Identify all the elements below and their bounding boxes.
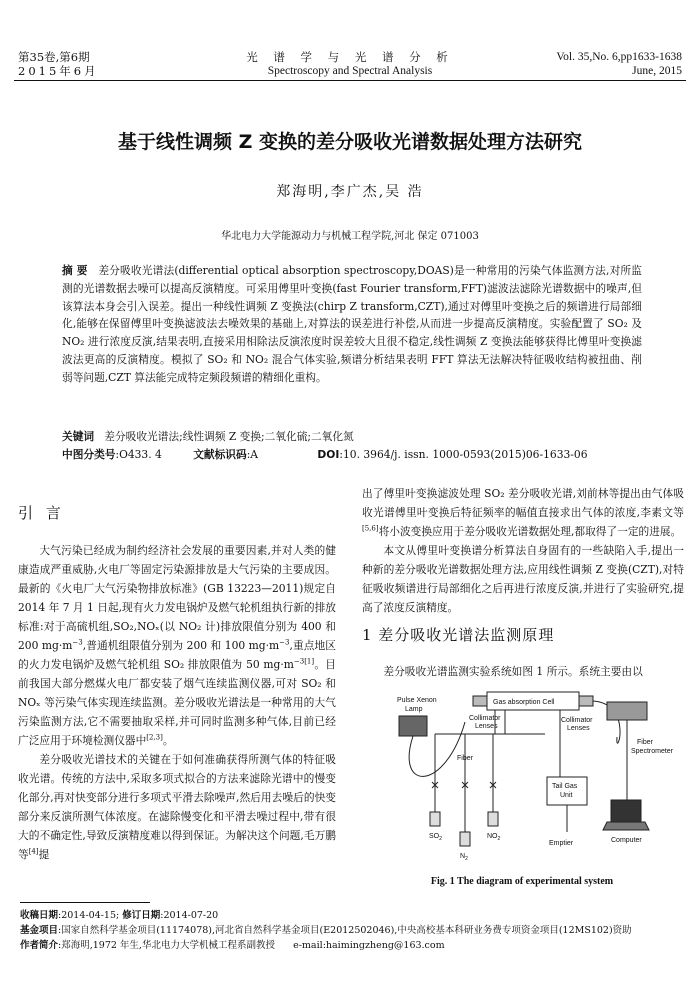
keywords-text: 差分吸收光谱法;线性调频 Z 变换;二氧化硫;二氧化氮 <box>104 430 354 443</box>
no2-cylinder <box>488 812 498 826</box>
journal-title-en: Spectroscopy and Spectral Analysis <box>267 65 433 77</box>
so2-cylinder <box>430 812 440 826</box>
tail-gas-unit <box>547 777 587 805</box>
authors: 郑海明,李广杰,吴 浩 <box>276 184 424 200</box>
computer-base <box>603 822 649 830</box>
header-volume-en <box>556 50 682 78</box>
label-so2: $SO_2$ <box>429 833 442 842</box>
abstract-text: 差分吸收光谱法(differential optical absorption spectroscopy,DOAS)是一种常用的污染气体监测方法,对所监测的光谱数据去噪可以提高反演精度。可采用傅里叶变换(fast Fourier transform,FFT)滤波法滤除光谱数据中的噪声,但该算法本身会引入误差。提出一种线性调频 Z 变换法(chirp Z transform,CZT),通过对傅里叶变换之后的频谱进行局部细化,能够在保留傅里叶变换滤波法去噪效果的基础上,对算法的误差进行补偿,从而进一步提高反演精度。实验配置了 SO₂ 及 NO₂ 进行浓度反演,结果表明,直接采用相除法反演浓度时误差较大且很不稳定,线性调频 Z 变换法能够获得比傅里叶变换滤波法更高的反演精度。模拟了 SO₂ 和 NO₂ 混合气体实验,频谱分析结果表明 FFT 算法无法解决特征吸收结构被扭曲、削弱等问题,CZT 算法能完成特定频段频谱的精细化重构。 <box>62 264 642 384</box>
label-tail-gas-2: Unit <box>560 792 573 799</box>
header-volume-cn <box>18 50 99 78</box>
label-gas-cell: Gas absorption Cell <box>493 699 555 706</box>
n2-cylinder <box>460 832 470 846</box>
label-n2: $N_2$ <box>460 853 468 862</box>
label-fiber-right: Fiber <box>637 739 653 746</box>
label-tail-gas-1: Tail Gas <box>552 783 578 790</box>
doc-code-value: A <box>250 448 259 461</box>
label-collimator-right-2: Lenses <box>567 725 590 732</box>
paper-title: 基于线性调频 Z 变换的差分吸收光谱数据处理方法研究 <box>117 131 582 153</box>
label-fiber-left: Fiber <box>457 755 473 762</box>
label-no2: $NO_2$ <box>487 833 501 842</box>
left-column <box>18 541 336 864</box>
doi-value: 10. 3964/j. issn. 1000-0593(2015)06-1633-06 <box>342 448 588 461</box>
abstract <box>62 262 642 387</box>
experimental-system-diagram <box>385 682 675 870</box>
fund-line: 基金项目:国家自然科学基金项目(11174078),河北省自然科学基金项目(E2012502046),中央高校基本科研业务费专项资金项目(12MS102)资助 <box>20 925 632 936</box>
label-emptier: Emptier <box>549 840 574 847</box>
section-1-heading: 1 差分吸收光谱法监测原理 <box>362 626 555 644</box>
label-collimator-left-1: Collimator <box>469 715 501 722</box>
label-computer: Computer <box>611 837 642 844</box>
keywords <box>62 428 662 445</box>
section-1-text <box>362 662 684 681</box>
xenon-lamp-box <box>399 716 427 736</box>
received-line: 收稿日期:2014-04-15; 修订日期:2014-07-20 <box>20 910 219 921</box>
label-lamp-1: Pulse Xenon <box>397 697 437 704</box>
spectrometer-box <box>607 702 647 720</box>
intro-heading: 引 言 <box>18 504 65 522</box>
section-1-paragraph: 差分吸收光谱监测实验系统如图 1 所示。系统主要由以 <box>383 665 643 678</box>
collimator-right <box>579 696 593 706</box>
intro-paragraph-2: 差分吸收光谱技术的关键在于如何准确获得所测气体的特征吸收光谱。传统的方法中,采取多项式拟合的方法来滤除光谱中的慢变化部分,再对快变部分进行多项式平滑去除噪声,然后用去噪后的快变部分来反演所测气体浓度。在滤除慢变化和平滑去噪过程中,带有很大的不确定性,导致反演精度难以得到保证。为解决这个问题,毛万鹏等[4]提 <box>18 753 336 861</box>
header-journal <box>200 50 500 78</box>
footnote-rule <box>20 902 150 903</box>
classification: 中图分类号:O433. 4 文献标识码:A DOI:10. 3964/j. issn. 1000-0593(2015)06-1633-06 <box>62 448 588 461</box>
collimator-left <box>473 696 487 706</box>
clc-value: O433. 4 <box>119 448 162 461</box>
date-en: June, 2015 <box>632 65 682 77</box>
keywords-label: 关键词 <box>62 430 95 443</box>
header-rule <box>14 80 686 81</box>
label-lamp-2: Lamp <box>405 706 423 713</box>
intro-paragraph-2-cont: 出了傅里叶变换滤波处理 SO₂ 差分吸收光谱,刘前林等提出由气体吸收光谱傅里叶变换后特征频率的幅值直接求出气体的浓度,李素文等[5,6]将小波变换应用于差分吸收光谱数据处理,都取得了一定的进展。 <box>362 487 684 538</box>
computer-screen <box>611 800 641 822</box>
clc-label: 中图分类号 <box>62 448 116 461</box>
doc-code-label: 文献标识码 <box>193 448 247 461</box>
footnotes <box>20 908 684 953</box>
volume-en: Vol. 35,No. 6,pp1633-1638 <box>556 51 682 63</box>
label-spectrometer: Spectrometer <box>631 748 674 755</box>
date-cn: 2015年6月 <box>18 64 99 78</box>
intro-paragraph-3: 本文从傅里叶变换谱分析算法自身固有的一些缺陷入手,提出一种新的差分吸收光谱数据处理方法,应用线性调频 Z 变换(CZT),对特征吸收频谱进行局部细化之后再进行浓度反演,并进行了实验研究,提高了浓度反演精度。 <box>362 544 684 614</box>
author-line: 作者简介:郑海明,1972 年生,华北电力大学机械工程系副教授 e-mail:haimingzheng@163.com <box>20 940 445 951</box>
doi-label: DOI <box>317 448 340 461</box>
label-collimator-left-2: Lenses <box>475 723 498 730</box>
intro-paragraph-1: 大气污染已经成为制约经济社会发展的重要因素,并对人类的健康造成严重威胁,火电厂等固定污染源排放是大气污染的主要成因。最新的《火电厂大气污染物排放标准》(GB 13223—2011)规定自 2014 年 7 月 1 日起,现有火力发电锅炉及燃气轮机组执行新的排放标准:对于高硫机组,SO₂,NOₓ(以 NO₂ 计)排放限值分别为 400 和 200 $mg\cdot m^{-3}$,普通机组限值分别为 200 和 100 $mg\cdot m^{-3}$,重点地区的火力发电锅炉及燃气轮机组 SO₂ 排放限值为 50 $mg\cdot m^{-3[1]}$。目前我国大部分燃煤火电厂都安装了烟气连续监测仪器,可对 SO₂ 和 NOₓ 等污染气体实现连续监测。差分吸收光谱法是一种常用的大气污染监测方法,它不需要抽取采样,并可同时监测多种气体,目前已经广泛应用于环境检测仪器中[2,3]。 <box>18 544 336 747</box>
volume-cn: 第35卷,第6期 <box>18 50 90 64</box>
affiliation: 华北电力大学能源动力与机械工程学院,河北 保定 071003 <box>221 231 479 242</box>
journal-title-cn: 光 谱 学 与 光 谱 分 析 <box>246 50 454 64</box>
figure-1-caption: Fig. 1 The diagram of experimental system <box>430 876 614 887</box>
right-column <box>362 484 684 617</box>
abstract-label: 摘 要 <box>62 264 88 277</box>
label-collimator-right-1: Collimator <box>561 717 593 724</box>
